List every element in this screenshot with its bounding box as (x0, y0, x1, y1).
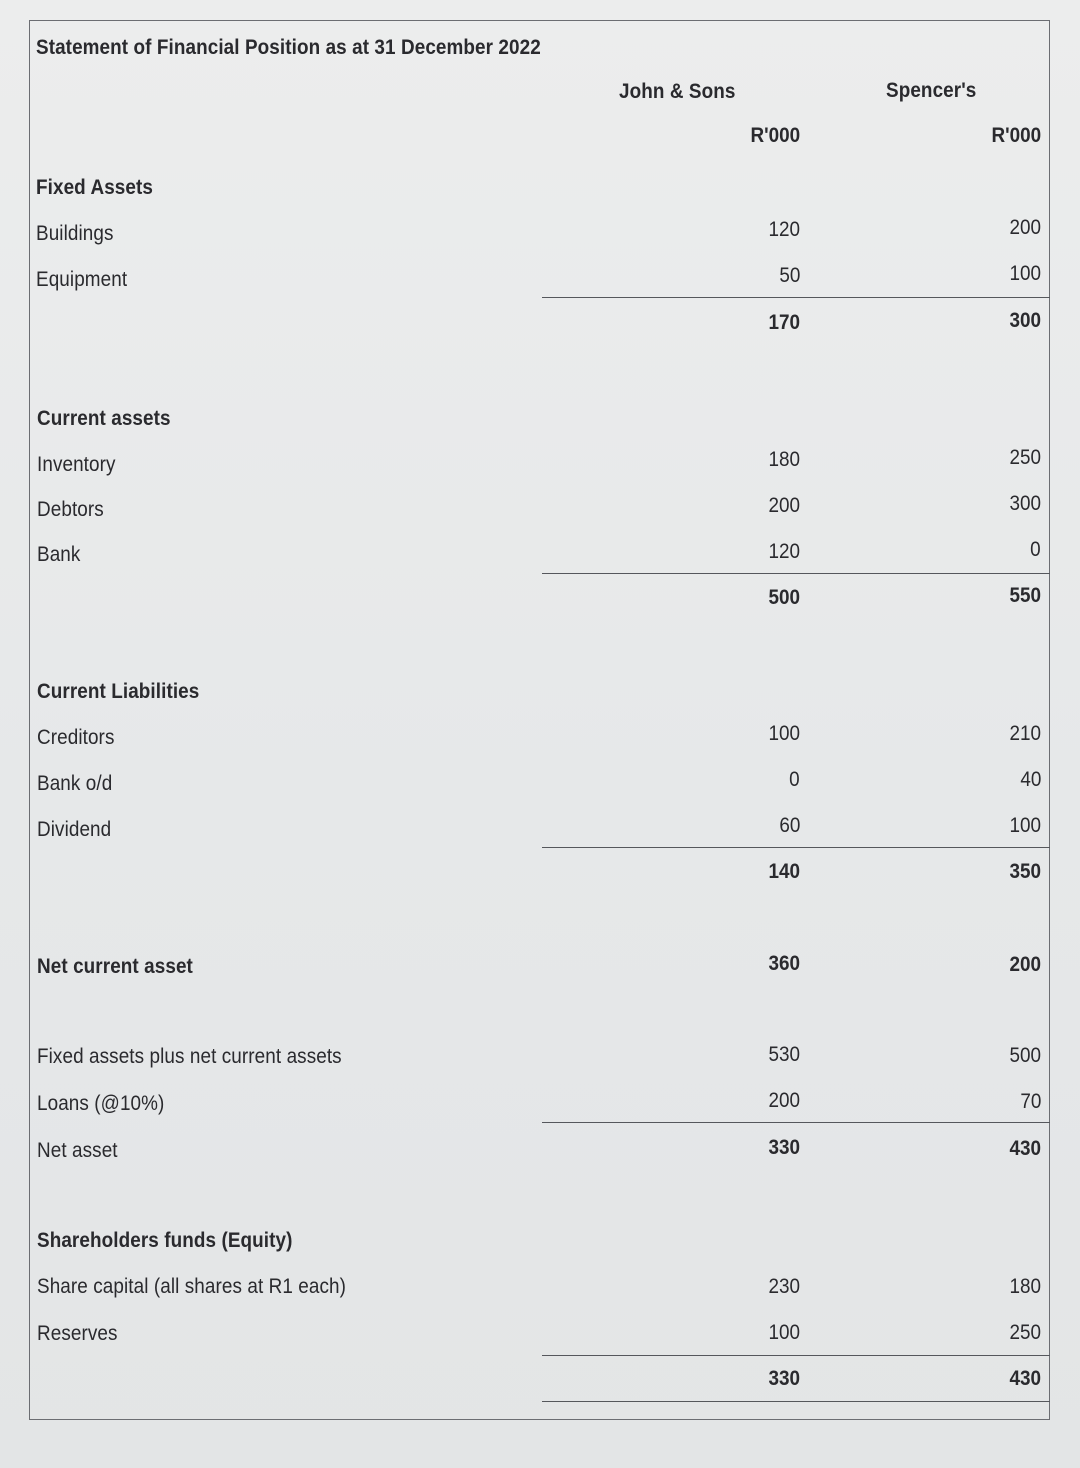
row-label-bank-overdraft: Bank o/d (37, 772, 113, 795)
value-john-reserves: 100 (768, 1321, 800, 1344)
section-heading-equity: Shareholders funds (Equity) (37, 1229, 293, 1252)
value-spencer-net-asset: 430 (1009, 1137, 1041, 1160)
column-header-john-sons: John & Sons (619, 80, 736, 103)
row-label-loans: Loans (@10%) (37, 1092, 165, 1115)
statement-title: Statement of Financial Position as at 31 December 2022 (36, 36, 541, 59)
row-label-bank: Bank (37, 543, 81, 566)
row-label-creditors: Creditors (37, 726, 115, 749)
subtotal-rule (542, 1355, 1050, 1356)
column-header-spencers: Spencer's (886, 79, 977, 102)
row-label-reserves: Reserves (37, 1322, 118, 1345)
row-label-net-current-asset: Net current asset (37, 955, 193, 978)
section-heading-current-liabilities: Current Liabilities (37, 680, 200, 703)
total-john-current-liabilities: 140 (768, 860, 800, 883)
row-label-equipment: Equipment (36, 268, 128, 291)
value-john-net-asset: 330 (768, 1136, 800, 1159)
statement-frame (29, 20, 1050, 1420)
value-spencer-bank-overdraft: 40 (1019, 768, 1041, 791)
value-spencer-creditors: 210 (1009, 722, 1041, 745)
total-john-equity: 330 (768, 1367, 800, 1390)
value-spencer-fixed-plus-net-current: 500 (1009, 1044, 1041, 1067)
subtotal-rule (542, 573, 1050, 574)
row-label-buildings: Buildings (36, 222, 114, 245)
total-john-fixed-assets: 170 (768, 311, 800, 334)
value-spencer-share-capital: 180 (1009, 1275, 1041, 1298)
value-john-equipment: 50 (778, 264, 800, 287)
total-spencer-fixed-assets: 300 (1009, 309, 1041, 332)
section-heading-fixed-assets: Fixed Assets (36, 176, 153, 199)
subtotal-rule (542, 847, 1050, 848)
value-spencer-net-current-asset: 200 (1009, 953, 1041, 976)
value-spencer-dividend: 100 (1009, 814, 1041, 837)
value-spencer-buildings: 200 (1009, 216, 1041, 239)
value-john-bank-overdraft: 0 (789, 768, 800, 791)
row-label-dividend: Dividend (37, 818, 112, 841)
total-spencer-current-assets: 550 (1009, 584, 1041, 607)
value-spencer-reserves: 250 (1009, 1321, 1041, 1344)
value-john-creditors: 100 (768, 722, 800, 745)
row-label-fixed-plus-net-current: Fixed assets plus net current assets (37, 1045, 342, 1068)
total-spencer-equity: 430 (1009, 1367, 1041, 1390)
value-john-buildings: 120 (768, 218, 800, 241)
final-total-rule (542, 1401, 1050, 1402)
value-john-bank: 120 (768, 540, 800, 563)
row-label-debtors: Debtors (37, 498, 104, 521)
value-spencer-debtors: 300 (1009, 492, 1041, 515)
value-spencer-loans: 70 (1019, 1090, 1041, 1113)
unit-label-spencers: R'000 (991, 124, 1041, 147)
value-john-dividend: 60 (778, 814, 800, 837)
value-spencer-inventory: 250 (1009, 446, 1041, 469)
unit-label-john-sons: R'000 (750, 124, 800, 147)
total-spencer-current-liabilities: 350 (1009, 860, 1041, 883)
value-john-inventory: 180 (768, 448, 800, 471)
subtotal-rule (542, 297, 1050, 298)
row-label-share-capital: Share capital (all shares at R1 each) (37, 1275, 347, 1298)
value-john-net-current-asset: 360 (768, 952, 800, 975)
value-spencer-bank: 0 (1030, 538, 1041, 561)
subtotal-rule (542, 1122, 1050, 1123)
row-label-net-asset: Net asset (37, 1139, 118, 1162)
value-spencer-equipment: 100 (1009, 262, 1041, 285)
value-john-share-capital: 230 (768, 1275, 800, 1298)
value-john-fixed-plus-net-current: 530 (768, 1043, 800, 1066)
section-heading-current-assets: Current assets (37, 407, 171, 430)
value-john-debtors: 200 (768, 494, 800, 517)
row-label-inventory: Inventory (37, 453, 116, 476)
total-john-current-assets: 500 (768, 586, 800, 609)
value-john-loans: 200 (768, 1089, 800, 1112)
